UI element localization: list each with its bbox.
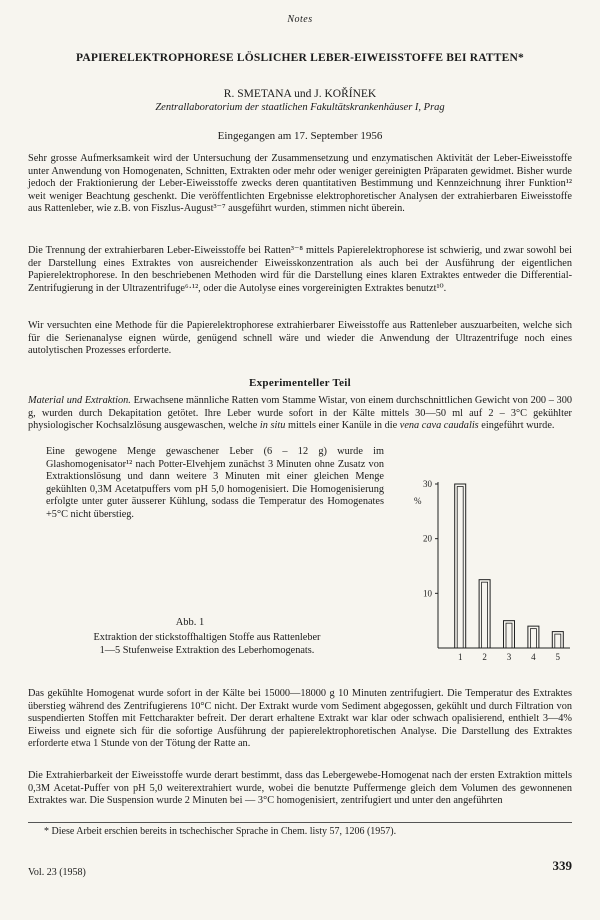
methods-text-mid: mittels einer Kanüle in die (287, 420, 398, 431)
y-tick-label: 20 (423, 533, 432, 544)
methods-paragraph-1 (28, 395, 572, 433)
category-label-2: 2 (482, 652, 487, 662)
received-date: Eingegangen am 17. September 1956 (217, 130, 383, 142)
bar-inner-5 (555, 634, 561, 648)
category-label-5: 5 (555, 652, 561, 662)
extraction-bar-chart (398, 478, 578, 668)
category-label-3: 3 (506, 652, 512, 662)
authors: R. SMETANA und J. KOŘÍNEK (223, 88, 377, 100)
bar-inner-2 (482, 582, 488, 648)
intro-paragraph-1: Sehr grosse Aufmerksamkeit wird der Untersuchung der Zusammensetzung und enzymatischen Aktivität der Leber-Eiweisstoffe unter Anwendung von Homogenaten, Schnitten, Extrakten oder mehr oder weniger gereinigten Präparaten gewidmet. Bisher wurde jedoch der Fraktionierung der Leber-Eiweisstoffe zwecks deren quantitativen Bestimmung und Kennzeichnung ihrer Funktion¹² weit weniger Beachtung geschenkt. Die veröffentlichten Ergebnisse elektrophoretischer Analysen der extrahierbaren Eiweisstoffe aus Rattenleber, wie z.B. von Fiszlus-August³⁻⁷ ausgeführt wurden, stimmen nicht überein. (28, 153, 572, 214)
category-label-4: 4 (531, 652, 536, 662)
intro-paragraph-2: Die Trennung der extrahierbaren Leber-Eiweisstoffe bei Ratten³⁻⁸ mittels Papierelektrophorese ist schwierig, und zwar sowohl bei der Darstellung eines Extraktes von ausreichender Eiweisskonzentration als auch bei der Ausführung der eigentlichen Papierelektrophorese. In den beschriebenen Methoden wird für die Darstellung eines klaren Extraktes entweder die Differential-Zentrifugierung in der Ultrazentrifuge⁶·¹², oder die Autolyse eines vorgereinigten Extraktes benutzt¹⁰. (28, 245, 572, 294)
footnote: * Diese Arbeit erschien bereits in tschechischer Sprache in Chem. listy 57, 1206 (1957). (44, 826, 397, 837)
methods-paragraph-2: Eine gewogene Menge gewaschener Leber (6 – 12 g) wurde im Glashomogenisator¹² nach Potter-Elvehjem zunächst 3 Minuten ohne Zusatz von Extraktionslösung und dann weitere 3 Minuten mit einer gleichen Menge gekühlten 0,3M Acetatpuffers vom pH 5,0 homogenisiert. Die Homogenisierung erfolgte unter guter äusserer Kühlung, sodass die Temperatur des Homogenates +5°C nicht überstieg. (46, 446, 384, 520)
y-tick-label: 10 (423, 588, 432, 599)
figure-label: Abb. 1 (175, 617, 205, 628)
section-heading: Experimenteller Teil (248, 377, 352, 389)
intro-paragraph-3: Wir versuchten eine Methode für die Papierelektrophorese extrahierbarer Eiweisstoffe aus Rattenleber auszuarbeiten, welche sich für die Serienanalyse eignen würde, genügend schnell wäre und wieder die Anwendung der Ultrazentrifuge noch eines autolytischen Prozesses erforderte. (28, 320, 572, 356)
results-paragraph-1: Das gekühlte Homogenat wurde sofort in der Kälte bei 15000—18000 g 10 Minuten zentrifugiert. Die Temperatur des Extraktes überstieg während des Zentrifugierens 10°C nicht. Der Extrakt wurde vom Sediment abgegossen, gekühlt und durch Filtration von suspendierten Stoffen mit Fettcharakter befreit. Der derart erhaltene Extrakt war klar oder schwach opalisierend, enthielt 3—4% Eiweiss und eignete sich für die sofortige Ausführung der papierelektrophoretischen Analyse. Die Darstellung des Extraktes erforderte etwa 1 Stunde von der Tötung der Ratte an. (28, 688, 572, 749)
article-title: PAPIERELEKTROPHORESE LÖSLICHER LEBER-EIWEISSTOFFE BEI RATTEN* (75, 52, 525, 64)
y-unit-label: % (414, 496, 422, 506)
running-head: Notes (287, 14, 313, 25)
in-situ-term: in situ (259, 420, 286, 431)
bar-4 (528, 626, 539, 648)
bar-inner-3 (506, 623, 512, 648)
figure-caption-line-1: Extraktion der stickstoffhaltigen Stoffe aus Rattenleber (93, 632, 321, 643)
bar-inner-1 (457, 487, 463, 649)
bar-inner-4 (530, 629, 536, 648)
volume-info: Vol. 23 (1958) (28, 867, 86, 878)
methods-text-end: eingeführt wurde. (481, 420, 555, 431)
methods-subheading: Material und Extraktion. (28, 395, 131, 406)
methods-text: Erwachsene männliche Ratten vom Stamme Wistar, von einem durchschnittlichen Gewicht von 200 – 300 g, wurden durch Dekapitation getötet. Ihre Leber wurde sofort in der Kälte mittels 30—50 ml auf 2 – 3°C gekühlter physiologischer Kochsalzlösung ausgewaschen, welche (28, 395, 573, 431)
figure-caption-line-2: 1—5 Stufenweise Extraktion des Leberhomogenats. (99, 645, 315, 656)
page-number: 339 (552, 858, 572, 873)
results-paragraph-2: Die Extrahierbarkeit der Eiweisstoffe wurde derart bestimmt, dass das Lebergewebe-Homogenat nach der ersten Extraktion mittels 0,3M Acetat-Puffer von pH 5,0 weiterextrahiert wurde, wobei die benutzte Puffermenge gleich dem Volumen des gewonnenen Extraktes war. Die Suspension wurde 2 Minuten bei — 3°C homogenisiert, zentrifugiert und unter den angeführten (28, 770, 572, 806)
bar-2 (479, 580, 490, 648)
y-tick-label: 30 (423, 479, 432, 489)
vena-cava-term: vena cava caudalis (399, 420, 479, 431)
institution: Zentrallaboratorium der staatlichen Fakultätskrankenhäuser I, Prag (155, 102, 445, 113)
figure-caption (34, 631, 380, 657)
bar-3 (504, 621, 515, 648)
footnote-divider (28, 822, 572, 823)
category-label-1: 1 (457, 652, 463, 662)
bar-1 (455, 484, 466, 648)
